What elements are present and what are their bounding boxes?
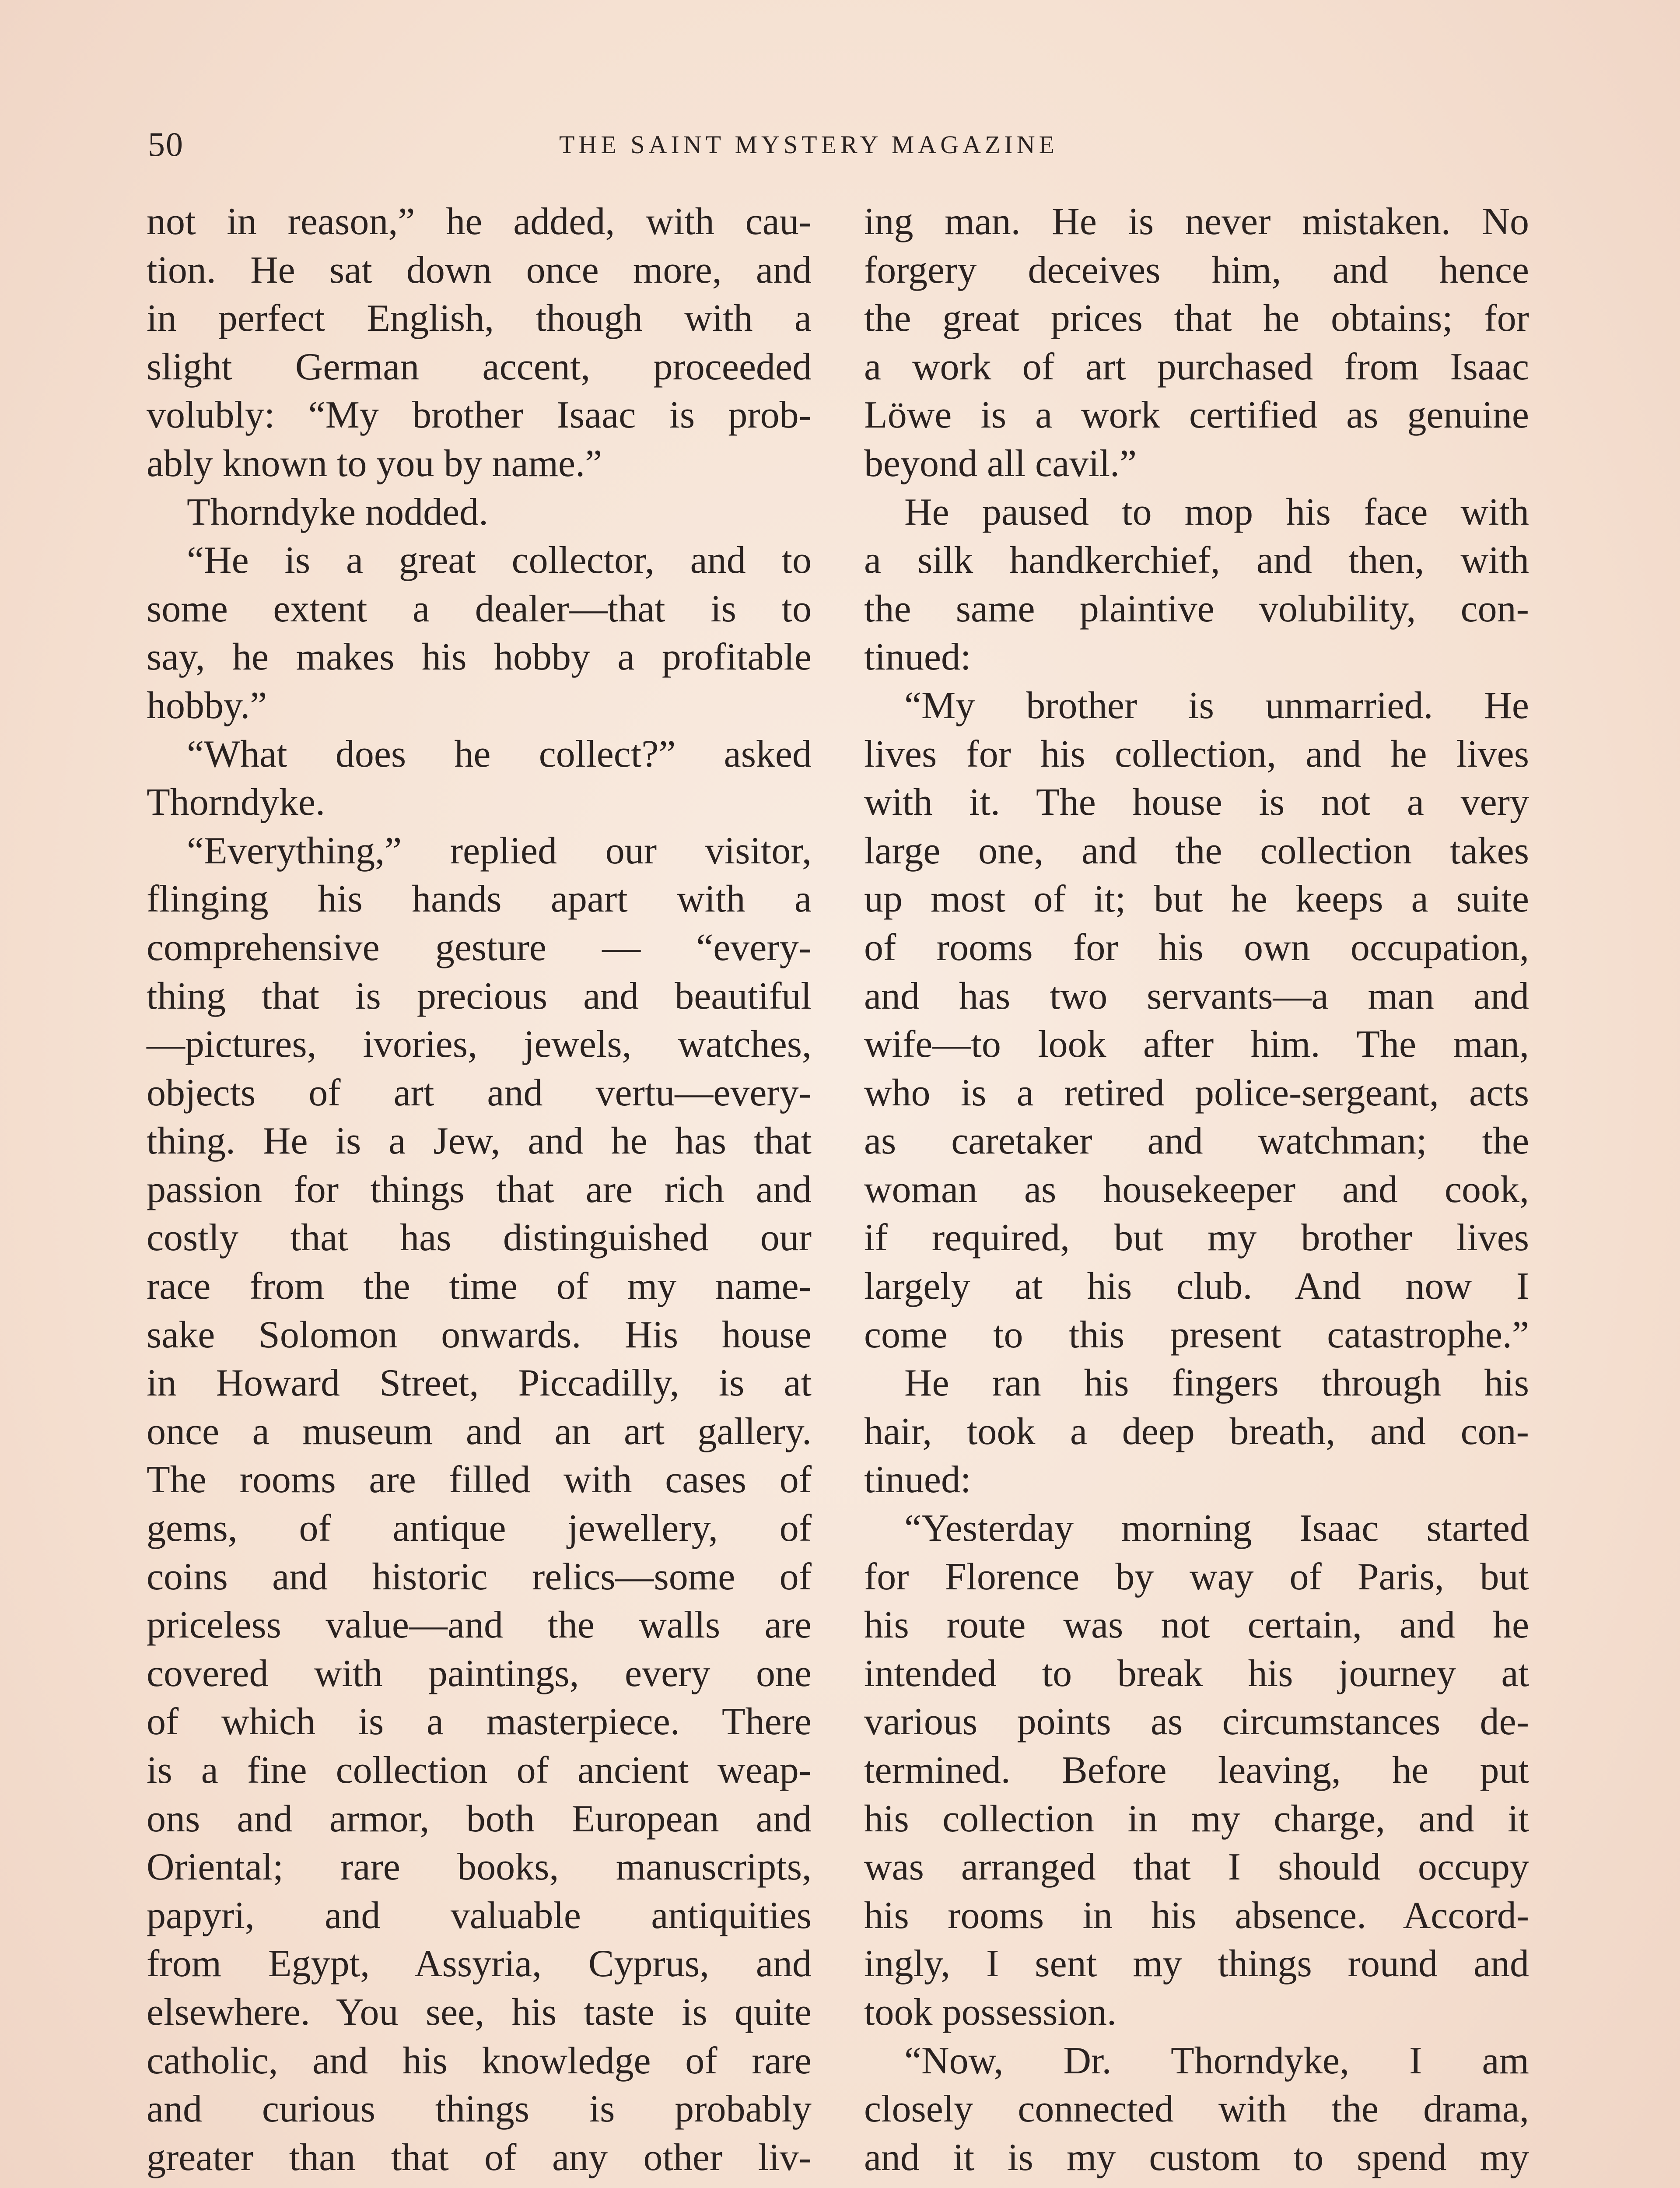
text-line: race from the time of my name- — [147, 1265, 812, 1308]
text-line: once a museum and an art gallery. — [147, 1410, 812, 1453]
text-line: a silk handkerchief, and then, with — [864, 539, 1529, 582]
text-line: papyri, and valuable antiquities — [147, 1894, 812, 1937]
text-line: a work of art purchased from Isaac — [864, 345, 1529, 388]
text-line: woman as housekeeper and cook, — [864, 1168, 1529, 1211]
text-line: the great prices that he obtains; for — [864, 297, 1529, 340]
text-line: ingly, I sent my things round and — [864, 1943, 1529, 1985]
text-line: elsewhere. You see, his taste is quite — [147, 1991, 812, 2034]
text-line: “Now, Dr. Thorndyke, I am — [904, 2039, 1529, 2082]
text-line: Thorndyke. — [147, 781, 326, 824]
text-line: lives for his collection, and he lives — [864, 733, 1529, 775]
text-line: and has two servants—a man and — [864, 975, 1529, 1017]
text-line: forgery deceives him, and hence — [864, 249, 1529, 291]
text-line: “Yesterday morning Isaac started — [904, 1507, 1529, 1550]
text-line: tinued: — [864, 1459, 971, 1501]
text-line: is a fine collection of ancient weap- — [147, 1749, 812, 1792]
text-line: volubly: “My brother Isaac is prob- — [147, 394, 812, 437]
text-line: beyond all cavil.” — [864, 442, 1137, 485]
text-line: tinued: — [864, 636, 971, 679]
text-line: up most of it; but he keeps a suite — [864, 878, 1529, 921]
text-line: tion. He sat down once more, and — [147, 249, 812, 291]
text-line: say, he makes his hobby a profitable — [147, 636, 812, 679]
text-line: as caretaker and watchman; the — [864, 1120, 1529, 1163]
text-line: “What does he collect?” asked — [187, 733, 812, 775]
text-line: for Florence by way of Paris, but — [864, 1555, 1529, 1598]
text-line: in Howard Street, Piccadilly, is at — [147, 1362, 812, 1405]
text-line: “Everything,” replied our visitor, — [187, 829, 812, 872]
text-line: and curious things is probably — [147, 2088, 812, 2131]
text-line: objects of art and vertu—every- — [147, 1071, 812, 1114]
text-line: thing that is precious and beautiful — [147, 975, 812, 1017]
text-line: intended to break his journey at — [864, 1652, 1529, 1695]
running-title: THE SAINT MYSTERY MAGAZINE — [559, 130, 1059, 159]
text-line: and it is my custom to spend my — [864, 2136, 1529, 2179]
text-line: ably known to you by name.” — [147, 442, 602, 485]
text-line: coins and historic relics—some of — [147, 1555, 812, 1598]
text-line: largely at his club. And now I — [864, 1265, 1529, 1308]
text-line: hair, took a deep breath, and con- — [864, 1410, 1529, 1453]
text-line: some extent a dealer—that is to — [147, 587, 812, 630]
text-line: He ran his fingers through his — [904, 1362, 1529, 1405]
text-line: in perfect English, though with a — [147, 297, 812, 340]
text-line: come to this present catastrophe.” — [864, 1313, 1529, 1356]
right-text-column — [864, 198, 1529, 2182]
text-line: hobby.” — [147, 684, 267, 727]
text-line: priceless value—and the walls are — [147, 1604, 812, 1647]
text-line: was arranged that I should occupy — [864, 1846, 1529, 1889]
text-line: comprehensive gesture — “every- — [147, 926, 812, 969]
text-line: of rooms for his own occupation, — [864, 926, 1529, 969]
text-line: costly that has distinguished our — [147, 1217, 812, 1259]
text-line: Thorndyke nodded. — [187, 491, 489, 533]
text-line: with it. The house is not a very — [864, 781, 1529, 824]
text-line: various points as circumstances de- — [864, 1701, 1529, 1743]
text-line: termined. Before leaving, he put — [864, 1749, 1529, 1792]
text-line: covered with paintings, every one — [147, 1652, 812, 1695]
text-line: closely connected with the drama, — [864, 2088, 1529, 2131]
text-line: wife—to look after him. The man, — [864, 1023, 1529, 1066]
text-line: Oriental; rare books, manuscripts, — [147, 1846, 812, 1889]
text-line: of which is a masterpiece. There — [147, 1701, 812, 1743]
text-line: —pictures, ivories, jewels, watches, — [147, 1023, 812, 1066]
text-line: “My brother is unmarried. He — [904, 684, 1529, 727]
text-line: ons and armor, both European and — [147, 1797, 812, 1840]
text-line: from Egypt, Assyria, Cyprus, and — [147, 1943, 812, 1985]
text-line: “He is a great collector, and to — [187, 539, 812, 582]
text-line: passion for things that are rich and — [147, 1168, 812, 1211]
text-line: took possession. — [864, 1991, 1116, 2034]
text-line: sake Solomon onwards. His house — [147, 1313, 812, 1356]
text-line: his collection in my charge, and it — [864, 1797, 1529, 1840]
text-line: his rooms in his absence. Accord- — [864, 1894, 1529, 1937]
text-line: Löwe is a work certified as genuine — [864, 394, 1529, 437]
text-line: greater than that of any other liv- — [147, 2136, 812, 2179]
text-line: slight German accent, proceeded — [147, 345, 812, 388]
text-line: not in reason,” he added, with cau- — [147, 200, 812, 243]
text-line: catholic, and his knowledge of rare — [147, 2039, 812, 2082]
text-line: the same plaintive volubility, con- — [864, 587, 1529, 630]
left-text-column — [147, 198, 812, 2182]
page-header — [148, 125, 1539, 168]
text-line: who is a retired police-sergeant, acts — [864, 1071, 1529, 1114]
text-line: gems, of antique jewellery, of — [147, 1507, 812, 1550]
text-line: thing. He is a Jew, and he has that — [147, 1120, 812, 1163]
text-line: his route was not certain, and he — [864, 1604, 1529, 1647]
text-line: ing man. He is never mistaken. No — [864, 200, 1529, 243]
text-line: large one, and the collection takes — [864, 829, 1529, 872]
text-line: The rooms are filled with cases of — [147, 1459, 812, 1501]
text-line: if required, but my brother lives — [864, 1217, 1529, 1259]
text-line: flinging his hands apart with a — [147, 878, 812, 921]
page-number: 50 — [148, 125, 184, 163]
text-line: He paused to mop his face with — [904, 491, 1529, 533]
